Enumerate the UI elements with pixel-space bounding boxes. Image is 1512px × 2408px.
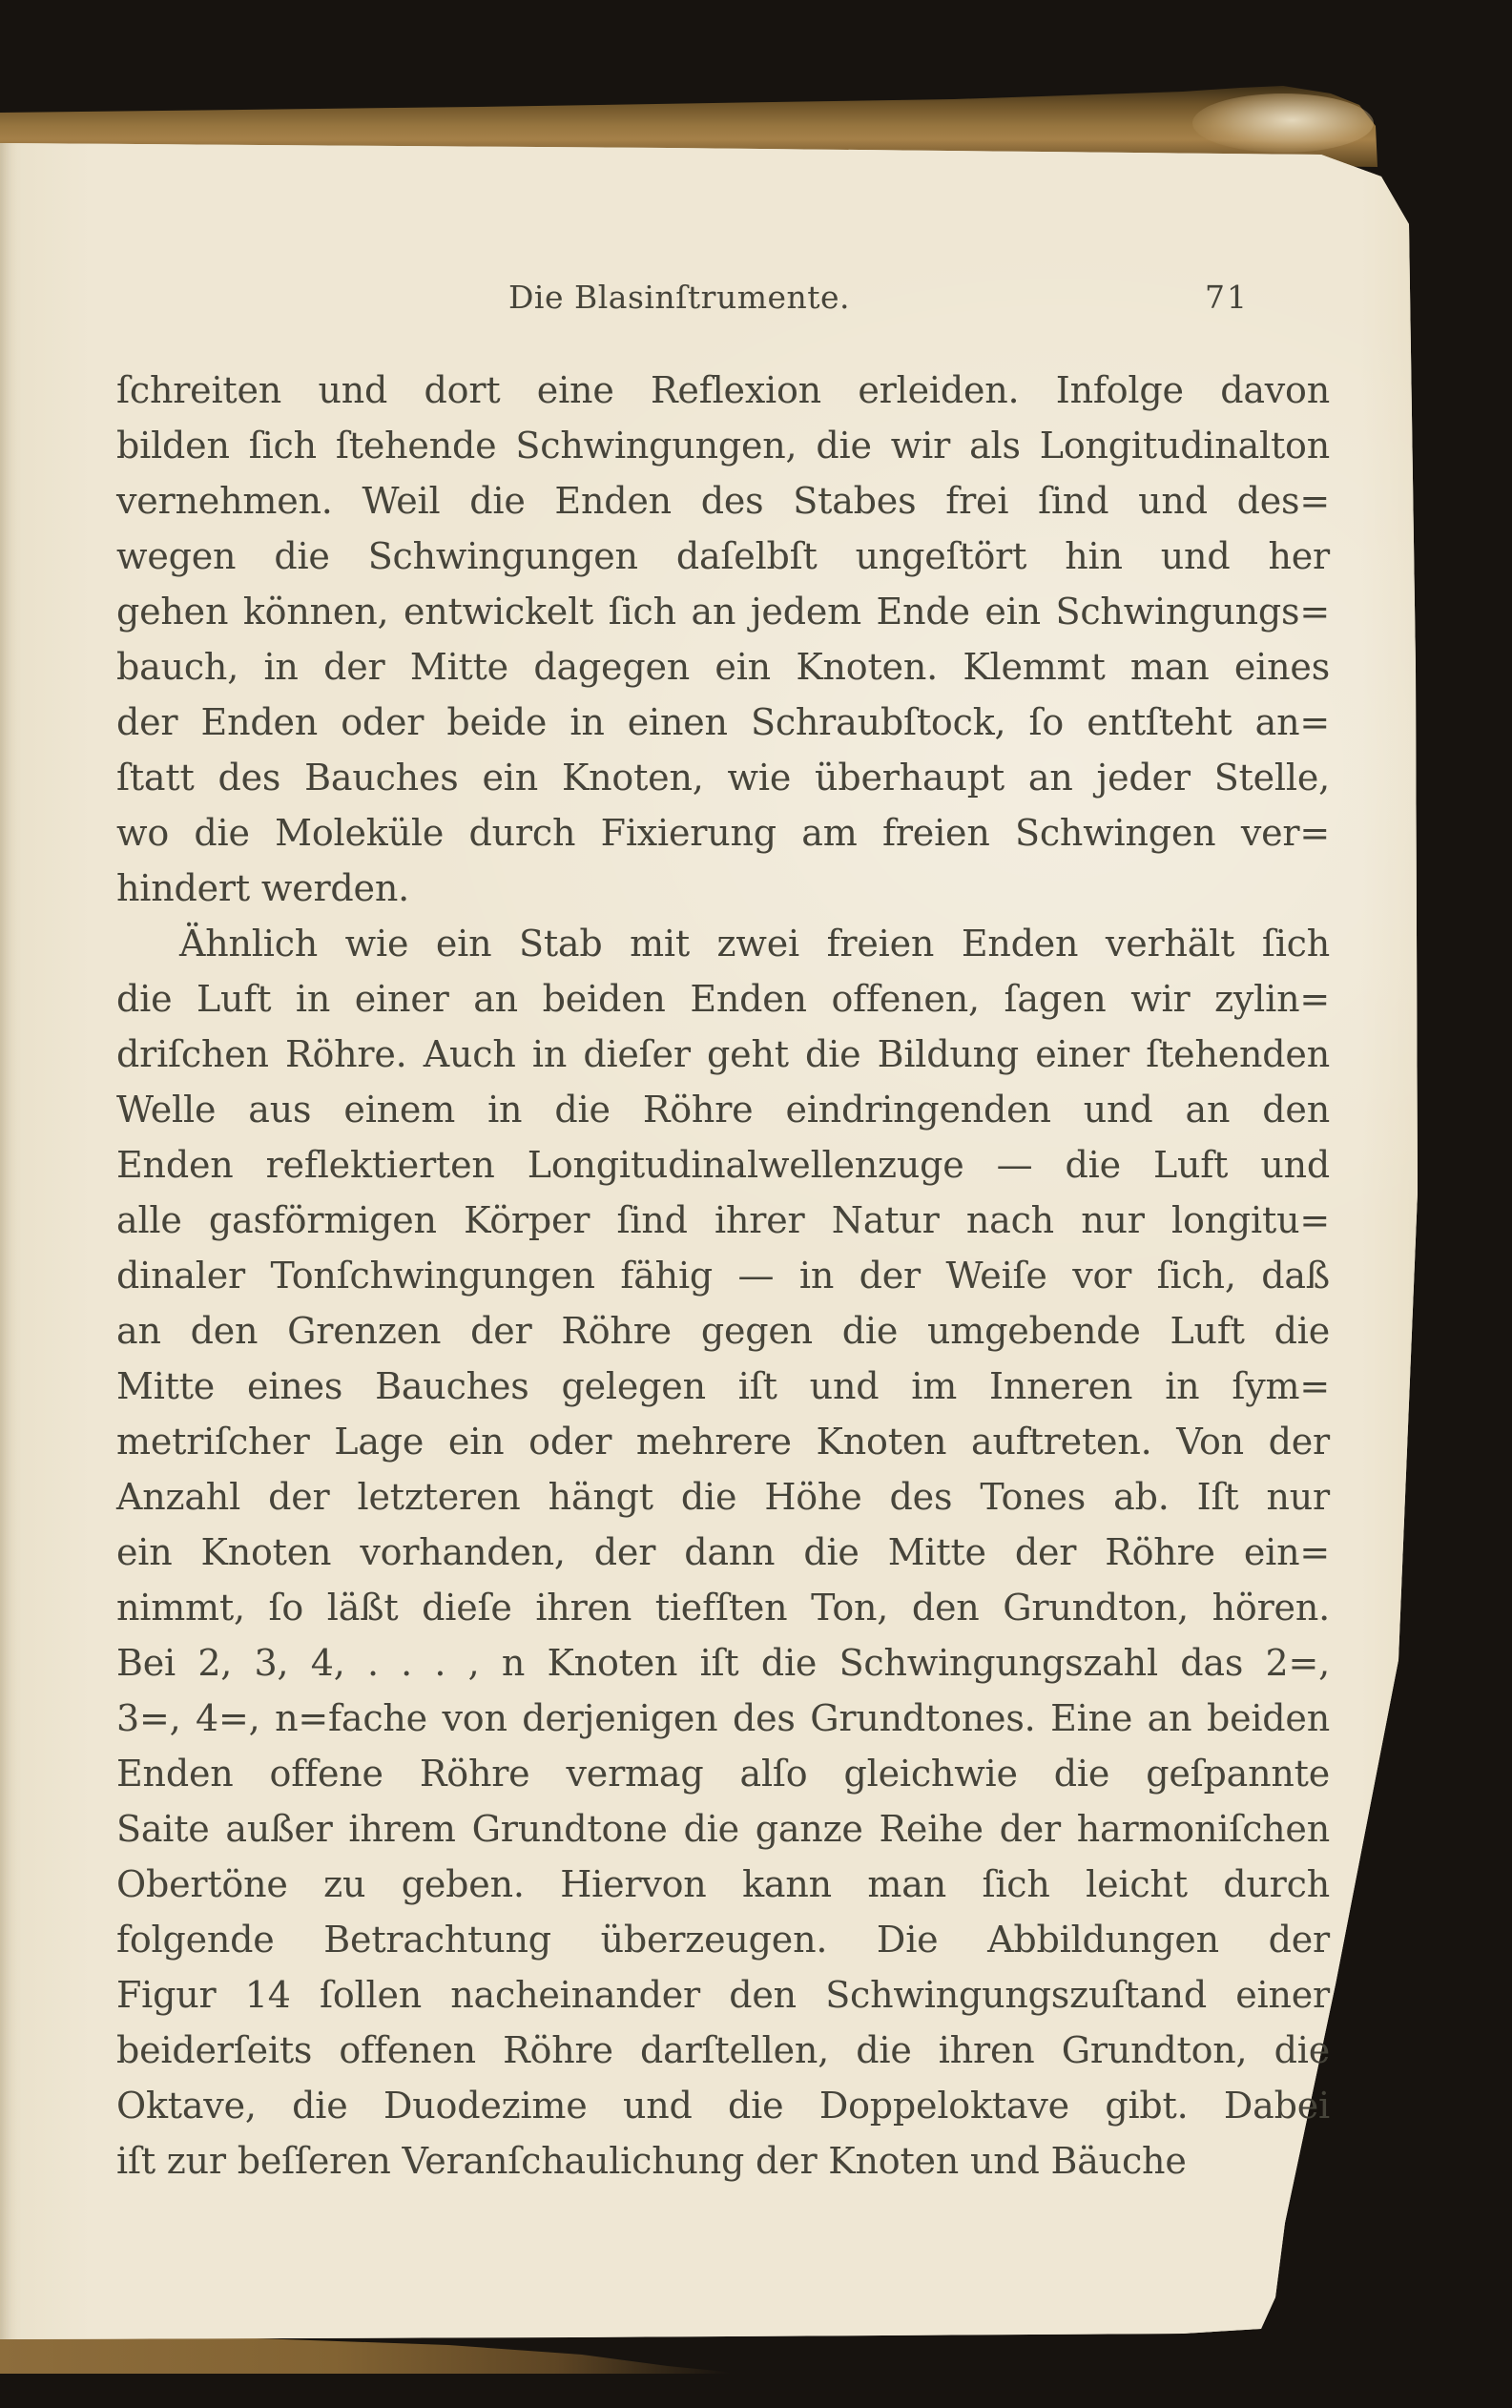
text-line: 3=, 4=, n=fache von derjenigen des Grundtones. Eine an beiden xyxy=(116,1697,1330,1739)
text-line: Enden reflektierten Longitudinalwellenzuge — die Luft und xyxy=(116,1144,1330,1186)
text-line: folgende Betrachtung überzeugen. Die Abbildungen der xyxy=(116,1919,1330,1961)
text-line: Welle aus einem in die Röhre eindringenden und an den xyxy=(116,1089,1330,1131)
text-line: nimmt, ſo läßt dieſe ihren tiefſten Ton, den Grundton, hören. xyxy=(116,1587,1330,1629)
running-title: Die Blasinſtrumente. xyxy=(507,279,851,316)
text-line: alle gasförmigen Körper ſind ihrer Natur nach nur longitu= xyxy=(116,1199,1330,1241)
text-line: Mitte eines Bauches gelegen iſt und im Inneren in ſym= xyxy=(116,1365,1330,1407)
text-line: wo die Moleküle durch Fixierung am freien Schwingen ver= xyxy=(116,812,1330,854)
binding-edge-highlight xyxy=(1192,93,1374,153)
text-line: iſt zur beſſeren Veranſchaulichung der Knoten und Bäuche xyxy=(116,2140,1187,2182)
text-line: Oktave, die Duodezime und die Doppeloktave gibt. Dabei xyxy=(116,2085,1330,2127)
text-line: driſchen Röhre. Auch in dieſer geht die Bildung einer ſtehenden xyxy=(116,1033,1330,1075)
text-line-paragraph-end: hindert werden. xyxy=(116,867,409,909)
text-line: Saite außer ihrem Grundtone die ganze Reihe der harmoniſchen xyxy=(116,1808,1330,1850)
page-number: 71 xyxy=(1205,279,1249,316)
text-line: die Luft in einer an beiden Enden offenen, ſagen wir zylin= xyxy=(116,978,1330,1020)
text-line: ſchreiten und dort eine Reflexion erleiden. Infolge davon xyxy=(116,369,1330,411)
text-line: wegen die Schwingungen daſelbſt ungeſtört hin und her xyxy=(116,535,1330,577)
text-line-paragraph-start: Ähnlich wie ein Stab mit zwei freien Enden verhält ſich xyxy=(179,923,1330,965)
text-line: Enden offene Röhre vermag alſo gleichwie die geſpannte xyxy=(116,1753,1330,1795)
text-line: Obertöne zu geben. Hiervon kann man ſich leicht durch xyxy=(116,1863,1330,1905)
text-line: ein Knoten vorhanden, der dann die Mitte der Röhre ein= xyxy=(116,1531,1330,1573)
text-line: dinaler Tonſchwingungen fähig — in der Weiſe vor ſich, daß xyxy=(116,1255,1330,1297)
text-line: beiderſeits offenen Röhre darſtellen, die ihren Grundton, die xyxy=(116,2029,1330,2071)
text-line: bilden ſich ſtehende Schwingungen, die wir als Longitudinalton xyxy=(116,425,1330,467)
text-line: Anzahl der letzteren hängt die Höhe des Tones ab. Iſt nur xyxy=(116,1476,1330,1518)
text-line: Bei 2, 3, 4, . . . , n Knoten iſt die Schwingungszahl das 2=, xyxy=(116,1642,1330,1684)
text-line: der Enden oder beide in einen Schraubſtock, ſo entſteht an= xyxy=(116,701,1330,743)
text-line: ſtatt des Bauches ein Knoten, wie überhaupt an jeder Stelle, xyxy=(116,757,1330,799)
text-line: gehen können, entwickelt ſich an jedem Ende ein Schwingungs= xyxy=(116,591,1330,633)
text-line: bauch, in der Mitte dagegen ein Knoten. Klemmt man eines xyxy=(116,646,1330,688)
body-text xyxy=(116,363,1330,2189)
text-line: metriſcher Lage ein oder mehrere Knoten auftreten. Von der xyxy=(116,1421,1330,1463)
page-header xyxy=(0,279,1512,322)
text-line: Figur 14 ſollen nacheinander den Schwingungszuſtand einer xyxy=(116,1974,1330,2016)
text-line: an den Grenzen der Röhre gegen die umgebende Luft die xyxy=(116,1310,1330,1352)
text-line: vernehmen. Weil die Enden des Stabes frei ſind und des= xyxy=(116,480,1330,522)
